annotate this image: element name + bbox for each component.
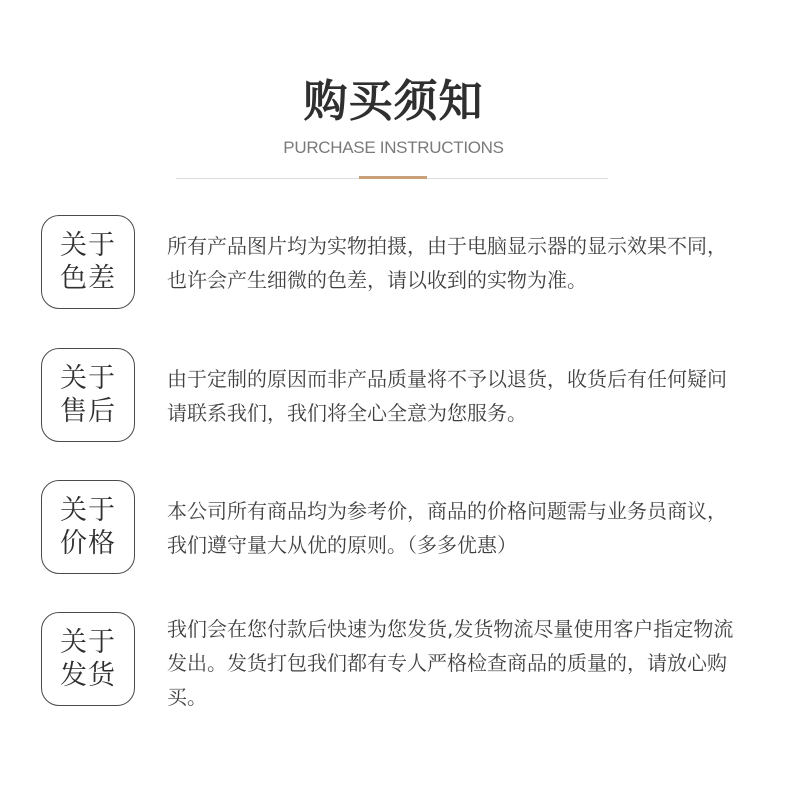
section-shipping xyxy=(0,612,787,712)
section-badge xyxy=(41,348,135,442)
badge-line-1: 关于 xyxy=(60,627,116,658)
badge-line-2: 色差 xyxy=(60,263,116,294)
badge-line-2: 售后 xyxy=(60,396,116,427)
section-badge xyxy=(41,612,135,706)
section-text: 本公司所有商品均为参考价，商品的价格问题需与业务员商议，我们遵守量大从优的原则。（多多优惠） xyxy=(167,499,727,557)
section-price xyxy=(0,480,787,580)
section-after-sales xyxy=(0,348,787,448)
divider-accent xyxy=(359,176,427,179)
section-color-difference xyxy=(0,215,787,315)
section-badge xyxy=(41,215,135,309)
badge-line-2: 价格 xyxy=(60,528,116,559)
section-text: 所有产品图片均为实物拍摄，由于电脑显示器的显示效果不同，也许会产生细微的色差，请以收到的实物为准。 xyxy=(167,234,727,292)
section-text: 由于定制的原因而非产品质量将不予以退货，收货后有任何疑问请联系我们，我们将全心全意为您服务。 xyxy=(167,367,727,425)
page-title: 购买须知 xyxy=(303,76,484,127)
badge-line-1: 关于 xyxy=(60,230,116,261)
badge-line-2: 发货 xyxy=(60,660,116,691)
badge-line-1: 关于 xyxy=(60,495,116,526)
page-subtitle: PURCHASE INSTRUCTIONS xyxy=(283,138,504,157)
section-text: 我们会在您付款后快速为您发货,发货物流尽量使用客户指定物流发出。发货打包我们都有专人严格检查商品的质量的，请放心购买。 xyxy=(167,617,734,709)
section-badge xyxy=(41,480,135,574)
badge-line-1: 关于 xyxy=(60,363,116,394)
